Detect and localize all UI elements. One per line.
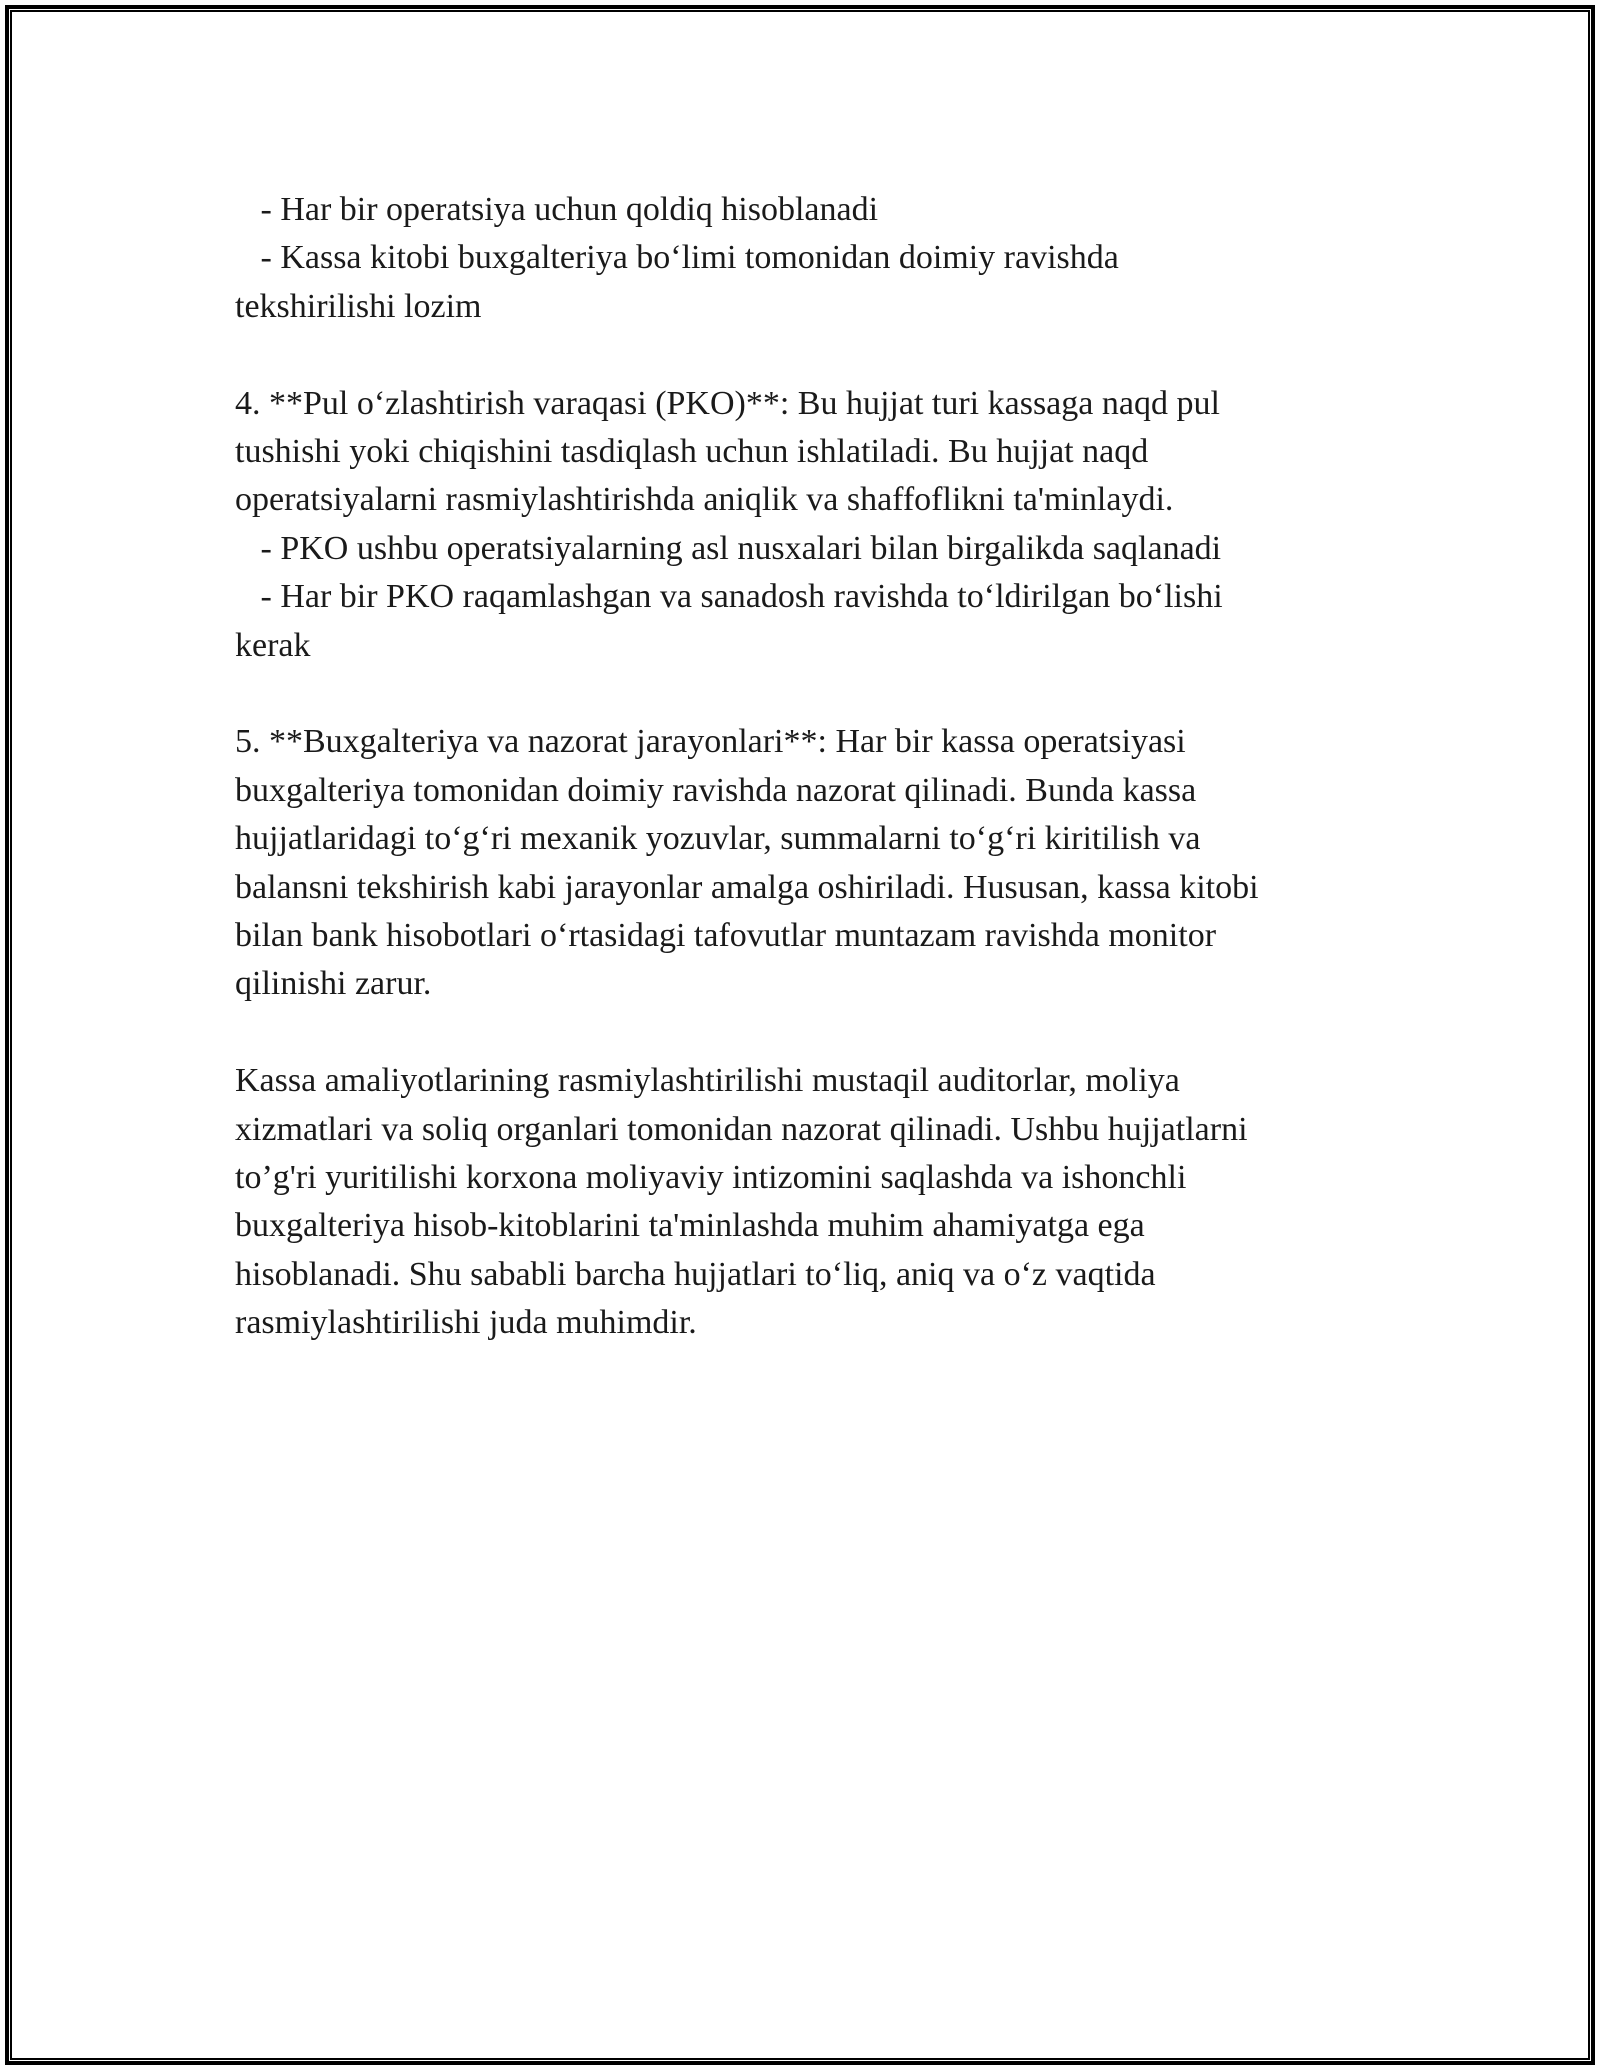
text-line: to’g'ri yuritilishi korxona moliyaviy intizomini saqlashda va ishonchli: [235, 1159, 1187, 1197]
text-line: Kassa amaliyotlarining rasmiylashtirilishi mustaqil auditorlar, moliya: [235, 1062, 1180, 1100]
text-line: - Har bir PKO raqamlashgan va sanadosh ravishda to‘ldirilgan bo‘lishi: [235, 578, 1223, 616]
text-line: 4. **Pul o‘zlashtirish varaqasi (PKO)**: Bu hujjat turi kassaga naqd pul: [235, 384, 1220, 422]
text-line: - Kassa kitobi buxgalteriya bo‘limi tomonidan doimiy ravishda: [235, 239, 1119, 277]
text-line: qilinishi zarur.: [235, 965, 432, 1003]
conclusion-paragraph: [235, 1057, 1375, 1347]
text-line: operatsiyalarni rasmiylashtirishda aniqlik va shaffoflikni ta'minlaydi.: [235, 481, 1174, 519]
text-line: tekshirilishi lozim: [235, 287, 482, 325]
text-line: - PKO ushbu operatsiyalarning asl nusxalari bilan birgalikda saqlanadi: [235, 529, 1222, 567]
text-line: buxgalteriya hisob-kitoblarini ta'minlashda muhim ahamiyatga ega: [235, 1207, 1145, 1245]
text-line: rasmiylashtirilishi juda muhimdir.: [235, 1304, 697, 1342]
text-line: bilan bank hisobotlari o‘rtasidagi tafovutlar muntazam ravishda monitor: [235, 917, 1217, 955]
text-line: - Har bir operatsiya uchun qoldiq hisoblanadi: [235, 191, 879, 228]
section-4-pko: [235, 380, 1375, 670]
bullet-block-cashbook: [235, 186, 1375, 331]
text-line: tushishi yoki chiqishini tasdiqlash uchun ishlatiladi. Bu hujjat naqd: [235, 433, 1149, 471]
text-line: balansni tekshirish kabi jarayonlar amalga oshiriladi. Hususan, kassa kitobi: [235, 868, 1259, 906]
text-line: kerak: [235, 626, 311, 664]
paragraph-gap: [235, 670, 1375, 718]
paragraph-gap: [235, 331, 1375, 379]
text-line: buxgalteriya tomonidan doimiy ravishda nazorat qilinadi. Bunda kassa: [235, 771, 1197, 809]
section-5-accounting-control: [235, 718, 1375, 1008]
paragraph-gap: [235, 1009, 1375, 1057]
text-line: xizmatlari va soliq organlari tomonidan nazorat qilinadi. Ushbu hujjatlarni: [235, 1110, 1248, 1148]
text-line: 5. **Buxgalteriya va nazorat jarayonlari**: Har bir kassa operatsiyasi: [235, 723, 1186, 761]
text-line: hisoblanadi. Shu sababli barcha hujjatlari to‘liq, aniq va o‘z vaqtida: [235, 1255, 1156, 1293]
text-line: hujjatlaridagi to‘g‘ri mexanik yozuvlar, summalarni to‘g‘ri kiritilish va: [235, 820, 1201, 858]
document-body: [235, 186, 1375, 1348]
